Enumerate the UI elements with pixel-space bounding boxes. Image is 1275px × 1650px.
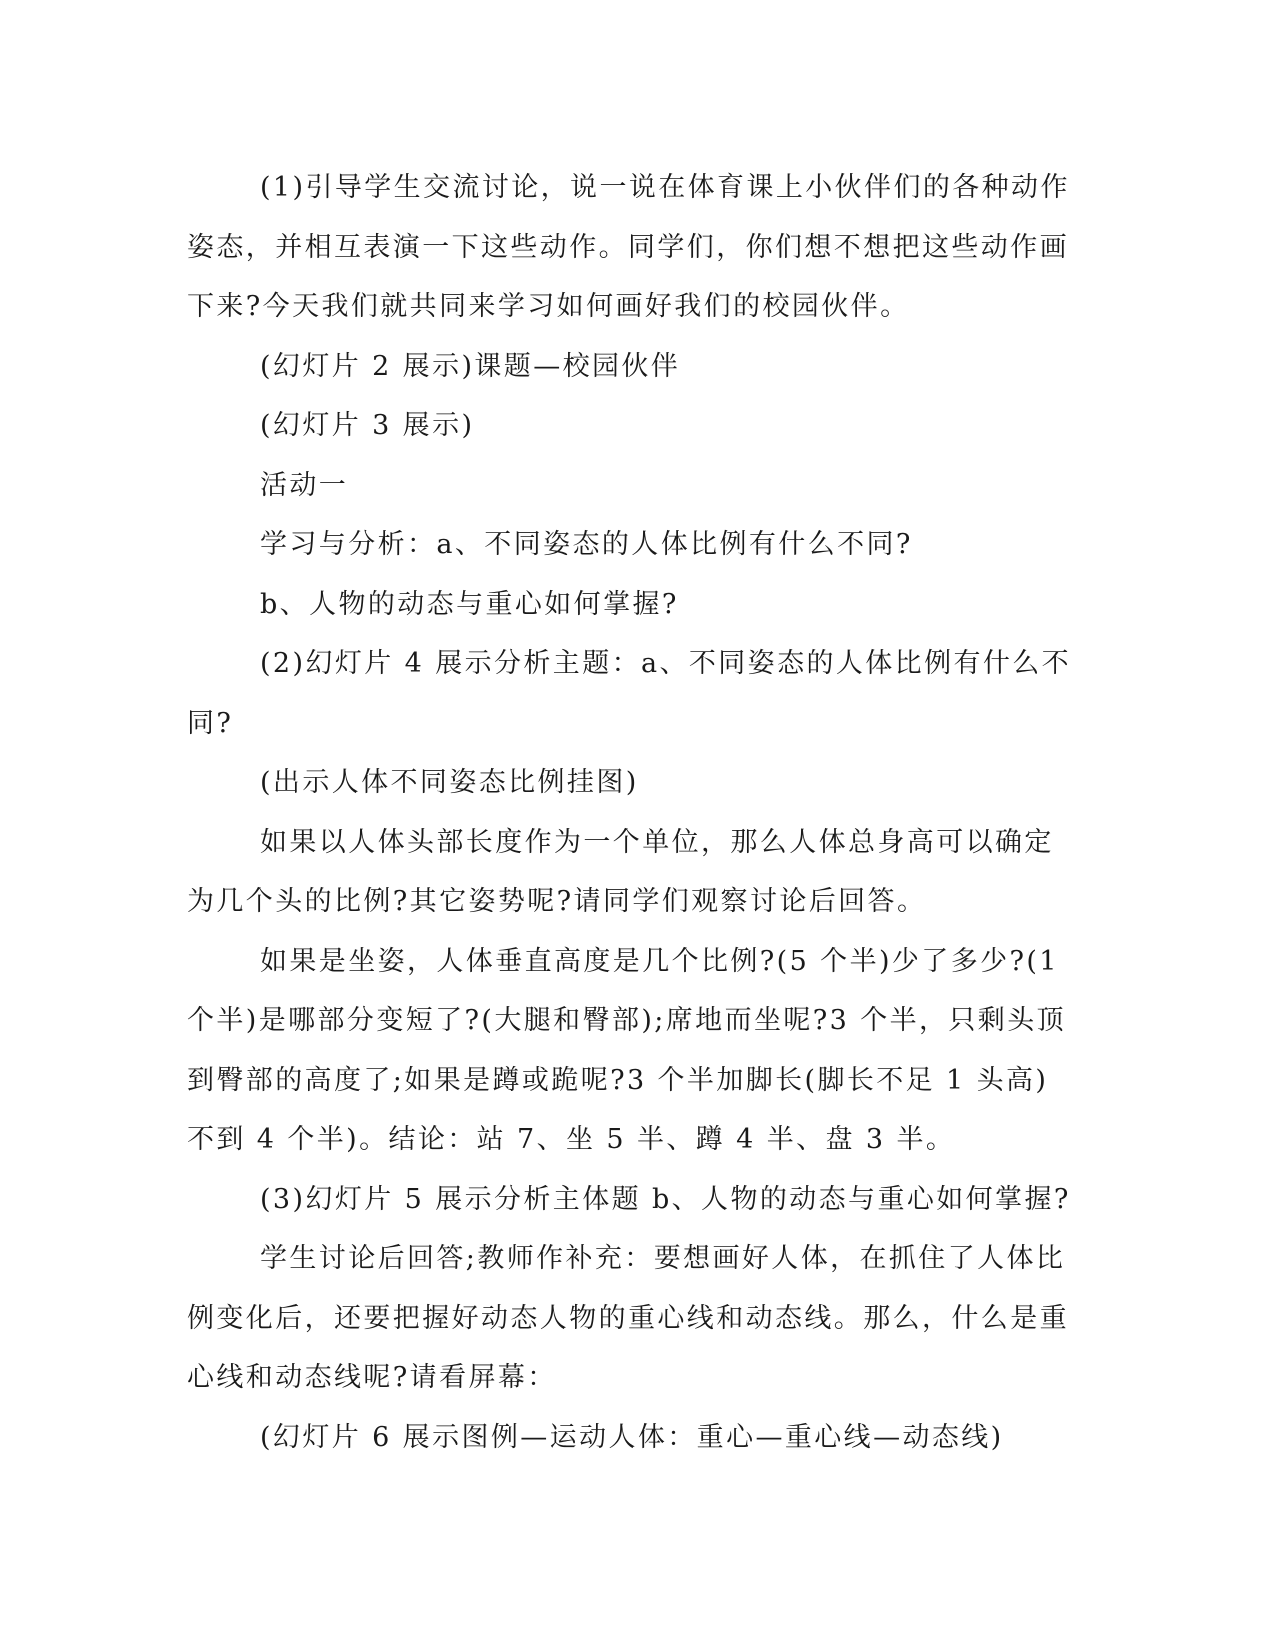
- paragraph-intro-discussion: (1)引导学生交流讨论，说一说在体育课上小伙伴们的各种动作姿态，并相互表演一下这些动作。同学们，你们想不想把这些动作画下来?今天我们就共同来学习如何画好我们的校园伙伴。: [187, 172, 1070, 322]
- paragraph-sitting-pose: 如果是坐姿，人体垂直高度是几个比例?(5 个半)少了多少?(1 个半)是哪部分变短了?(大腿和臀部);席地而坐呢?3 个半，只剩头顶到臀部的高度了;如果是蹲或跪呢?3 个半加脚长(脚长不足 1 头高)不到 4 个半)。结论：站 7、坐 5 半、蹲 4 半、盘 3 半。: [187, 945, 1070, 1155]
- paragraph-slide-5: (3)幻灯片 5 展示分析主体题 b、人物的动态与重心如何掌握?: [260, 1183, 1071, 1215]
- paragraph-activity-one: 活动一: [260, 469, 349, 501]
- paragraph-study-question-a: 学习与分析：a、不同姿态的人体比例有什么不同?: [260, 529, 913, 560]
- paragraph-head-unit: 如果以人体头部长度作为一个单位，那么人体总身高可以确定为几个头的比例?其它姿势呢?请同学们观察讨论后回答。: [187, 826, 1054, 917]
- body-text: [187, 158, 1077, 1467]
- paragraph-slide-3: (幻灯片 3 展示): [260, 410, 475, 441]
- paragraph-slide-6: (幻灯片 6 展示图例—运动人体：重心—重心线—动态线): [260, 1421, 1004, 1453]
- paragraph-teacher-supplement: 学生讨论后回答;教师作补充：要想画好人体，在抓住了人体比例变化后，还要把握好动态人物的重心线和动态线。那么，什么是重心线和动态线呢?请看屏幕：: [187, 1243, 1069, 1393]
- paragraph-slide-4: (2)幻灯片 4 展示分析主题：a、不同姿态的人体比例有什么不同?: [187, 648, 1072, 739]
- paragraph-proportion-chart: (出示人体不同姿态比例挂图): [260, 767, 639, 798]
- paragraph-study-question-b: b、人物的动态与重心如何掌握?: [260, 588, 679, 620]
- paragraph-slide-2: (幻灯片 2 展示)课题—校园伙伴: [260, 350, 681, 382]
